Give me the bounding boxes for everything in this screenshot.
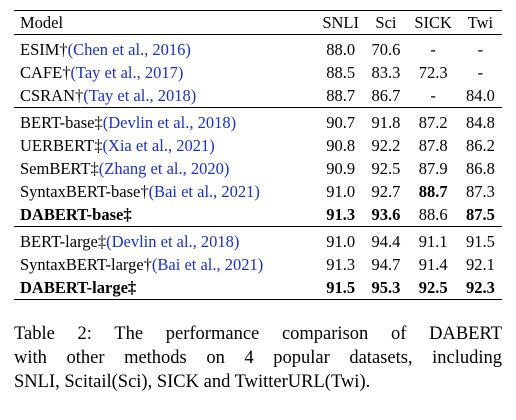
table-row <box>14 84 502 108</box>
model-cell <box>14 84 317 108</box>
twi-value: 86.2 <box>465 136 495 155</box>
model-cell <box>14 35 317 62</box>
model-cell <box>14 134 317 157</box>
sci-value: 95.3 <box>364 276 407 300</box>
model-mark: † <box>143 255 152 274</box>
twi-value: 87.5 <box>465 205 495 224</box>
model-name: UERBERT <box>20 136 95 155</box>
sick-value: 72.3 <box>418 63 448 82</box>
results-table <box>14 10 502 300</box>
model-mark: ‡ <box>90 159 99 178</box>
twi-value: - <box>459 35 502 62</box>
table-row <box>14 157 502 180</box>
model-mark: † <box>62 63 71 82</box>
model-cell <box>14 227 317 254</box>
table-row <box>14 203 502 227</box>
citation-link[interactable]: (Tay et al., 2017) <box>70 63 184 82</box>
sick-value: 91.4 <box>418 255 448 274</box>
model-mark: ‡ <box>94 113 103 132</box>
twi-value: 84.0 <box>465 86 495 105</box>
sick-value: 88.6 <box>418 205 448 224</box>
table-caption <box>14 322 502 394</box>
header-snli: SNLI <box>317 11 364 35</box>
table-row <box>14 276 502 300</box>
snli-value: 88.5 <box>326 63 356 82</box>
model-name: SyntaxBERT-base <box>20 182 141 201</box>
sick-value: 87.2 <box>408 108 459 135</box>
table-row <box>14 134 502 157</box>
table-row <box>14 61 502 84</box>
sick-value: 91.1 <box>408 227 459 254</box>
results-table-container <box>14 10 502 300</box>
table-row <box>14 108 502 135</box>
model-cell <box>14 180 317 203</box>
snli-value: 90.9 <box>326 159 356 178</box>
citation-link[interactable]: (Bai et al., 2021) <box>148 182 260 201</box>
twi-value: 92.3 <box>459 276 502 300</box>
sick-value: - <box>430 86 436 105</box>
snli-value: 90.7 <box>317 108 364 135</box>
header-sci: Sci <box>364 11 407 35</box>
twi-value: 87.3 <box>465 182 495 201</box>
model-cell <box>14 61 317 84</box>
model-mark: ‡ <box>123 205 132 224</box>
citation-link[interactable]: (Tay et al., 2018) <box>83 86 197 105</box>
model-mark: ‡ <box>94 136 103 155</box>
sci-value: 92.2 <box>371 136 401 155</box>
model-name: CSRAN <box>20 86 76 105</box>
model-name: SyntaxBERT-large <box>20 255 144 274</box>
table-row <box>14 180 502 203</box>
sick-value: 87.9 <box>418 159 448 178</box>
snli-value: 90.8 <box>326 136 356 155</box>
snli-value: 91.3 <box>326 255 356 274</box>
twi-value: 91.5 <box>459 227 502 254</box>
sci-value: 83.3 <box>371 63 401 82</box>
sci-value: 92.5 <box>371 159 401 178</box>
table-row <box>14 35 502 62</box>
sick-value: 88.7 <box>418 182 448 201</box>
twi-value: 86.8 <box>465 159 495 178</box>
citation-link[interactable]: (Devlin et al., 2018) <box>106 232 240 251</box>
sci-value: 94.4 <box>364 227 407 254</box>
model-mark: ‡ <box>97 232 107 251</box>
header-model: Model <box>14 11 317 35</box>
table-row <box>14 253 502 276</box>
header-sick: SICK <box>408 11 459 35</box>
model-name: ESIM <box>20 40 60 59</box>
twi-value: 84.8 <box>459 108 502 135</box>
caption-line: SNLI, Scitail(Sci), SICK and TwitterURL(Twi). <box>14 372 371 392</box>
sci-value: 94.7 <box>371 255 401 274</box>
table-header-row <box>14 11 502 35</box>
model-mark: † <box>140 182 149 201</box>
model-mark: † <box>59 40 68 59</box>
snli-value: 88.0 <box>317 35 364 62</box>
sci-value: 93.6 <box>371 205 401 224</box>
sick-value: 87.8 <box>418 136 448 155</box>
citation-link[interactable]: (Xia et al., 2021) <box>102 136 215 155</box>
citation-link[interactable]: (Chen et al., 2016) <box>67 40 191 59</box>
model-name: SemBERT <box>20 159 91 178</box>
snli-value: 91.0 <box>326 182 356 201</box>
snli-value: 91.0 <box>317 227 364 254</box>
twi-value: 92.1 <box>465 255 495 274</box>
citation-link[interactable]: (Devlin et al., 2018) <box>102 113 237 132</box>
sci-value: 70.6 <box>364 35 407 62</box>
model-cell <box>14 203 317 227</box>
caption-line: with other methods on 4 popular datasets, including <box>14 348 502 368</box>
model-name: BERT-base <box>20 113 95 132</box>
model-name: BERT-large <box>20 232 98 251</box>
model-cell <box>14 108 317 135</box>
model-cell <box>14 157 317 180</box>
snli-value: 91.3 <box>326 205 356 224</box>
twi-value: - <box>477 63 484 82</box>
caption-line: Table 2: The performance comparison of DABERT <box>14 324 502 344</box>
sci-value: 92.7 <box>371 182 401 201</box>
model-mark: ‡ <box>127 278 137 297</box>
model-name: DABERT-base <box>20 205 124 224</box>
model-cell <box>14 253 317 276</box>
snli-value: 88.7 <box>326 86 356 105</box>
snli-value: 91.5 <box>317 276 364 300</box>
model-cell <box>14 276 317 300</box>
sci-value: 86.7 <box>371 86 401 105</box>
sci-value: 91.8 <box>364 108 407 135</box>
table-row <box>14 227 502 254</box>
model-mark: † <box>75 86 84 105</box>
citation-link[interactable]: (Bai et al., 2021) <box>151 255 264 274</box>
citation-link[interactable]: (Zhang et al., 2020) <box>98 159 230 178</box>
model-name: CAFE <box>20 63 63 82</box>
sick-value: - <box>408 35 459 62</box>
sick-value: 92.5 <box>408 276 459 300</box>
model-name: DABERT-large <box>20 278 128 297</box>
header-twi: Twi <box>459 11 502 35</box>
